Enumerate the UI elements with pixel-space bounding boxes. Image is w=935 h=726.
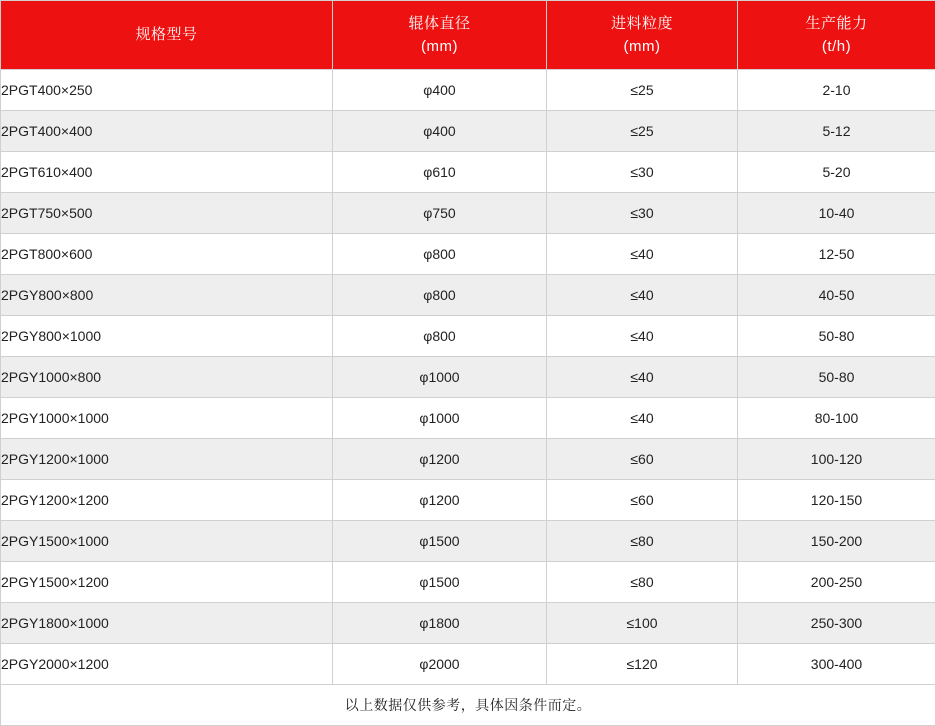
column-header-roller-diameter bbox=[333, 1, 547, 70]
cell-model: 2PGT400×250 bbox=[1, 70, 333, 111]
table-row bbox=[1, 193, 935, 234]
column-header-roller-diameter-line1: 辊体直径 bbox=[333, 12, 546, 35]
cell-model: 2PGY1500×1000 bbox=[1, 521, 333, 562]
cell-feed-size: ≤40 bbox=[547, 357, 738, 398]
cell-capacity: 100-120 bbox=[738, 439, 935, 480]
table-body bbox=[1, 70, 935, 685]
cell-feed-size: ≤40 bbox=[547, 398, 738, 439]
cell-diameter: φ400 bbox=[333, 111, 547, 152]
cell-diameter: φ800 bbox=[333, 275, 547, 316]
table-row bbox=[1, 521, 935, 562]
cell-model: 2PGT800×600 bbox=[1, 234, 333, 275]
cell-capacity: 5-20 bbox=[738, 152, 935, 193]
cell-model: 2PGT610×400 bbox=[1, 152, 333, 193]
cell-feed-size: ≤40 bbox=[547, 275, 738, 316]
cell-feed-size: ≤40 bbox=[547, 234, 738, 275]
column-header-feed-size bbox=[547, 1, 738, 70]
cell-diameter: φ1200 bbox=[333, 480, 547, 521]
table-row bbox=[1, 357, 935, 398]
cell-capacity: 80-100 bbox=[738, 398, 935, 439]
cell-model: 2PGY2000×1200 bbox=[1, 644, 333, 685]
table-footer bbox=[1, 685, 935, 726]
cell-capacity: 250-300 bbox=[738, 603, 935, 644]
cell-model: 2PGY1500×1200 bbox=[1, 562, 333, 603]
cell-model: 2PGY1200×1200 bbox=[1, 480, 333, 521]
cell-diameter: φ1000 bbox=[333, 398, 547, 439]
cell-capacity: 40-50 bbox=[738, 275, 935, 316]
cell-feed-size: ≤60 bbox=[547, 439, 738, 480]
column-header-capacity bbox=[738, 1, 935, 70]
table-row bbox=[1, 562, 935, 603]
table-row bbox=[1, 275, 935, 316]
cell-model: 2PGY1200×1000 bbox=[1, 439, 333, 480]
cell-feed-size: ≤80 bbox=[547, 562, 738, 603]
column-header-feed-size-line1: 进料粒度 bbox=[547, 12, 737, 35]
cell-model: 2PGY800×1000 bbox=[1, 316, 333, 357]
cell-diameter: φ800 bbox=[333, 234, 547, 275]
cell-feed-size: ≤25 bbox=[547, 70, 738, 111]
cell-model: 2PGY1800×1000 bbox=[1, 603, 333, 644]
cell-diameter: φ1000 bbox=[333, 357, 547, 398]
column-header-capacity-unit: (t/h) bbox=[738, 35, 935, 58]
column-header-model-line1: 规格型号 bbox=[1, 23, 332, 46]
table-row bbox=[1, 111, 935, 152]
column-header-capacity-line1: 生产能力 bbox=[738, 12, 935, 35]
cell-feed-size: ≤30 bbox=[547, 193, 738, 234]
cell-diameter: φ1200 bbox=[333, 439, 547, 480]
cell-diameter: φ400 bbox=[333, 70, 547, 111]
cell-diameter: φ800 bbox=[333, 316, 547, 357]
table-header bbox=[1, 1, 935, 70]
cell-diameter: φ1500 bbox=[333, 521, 547, 562]
cell-feed-size: ≤120 bbox=[547, 644, 738, 685]
cell-capacity: 10-40 bbox=[738, 193, 935, 234]
cell-feed-size: ≤80 bbox=[547, 521, 738, 562]
header-row bbox=[1, 1, 935, 70]
footnote-text: 以上数据仅供参考，具体因条件而定。 bbox=[1, 685, 935, 726]
table-row bbox=[1, 398, 935, 439]
cell-feed-size: ≤60 bbox=[547, 480, 738, 521]
cell-model: 2PGT750×500 bbox=[1, 193, 333, 234]
cell-capacity: 50-80 bbox=[738, 357, 935, 398]
cell-capacity: 200-250 bbox=[738, 562, 935, 603]
cell-diameter: φ2000 bbox=[333, 644, 547, 685]
column-header-feed-size-unit: (mm) bbox=[547, 35, 737, 58]
cell-feed-size: ≤30 bbox=[547, 152, 738, 193]
table-row bbox=[1, 644, 935, 685]
cell-capacity: 50-80 bbox=[738, 316, 935, 357]
cell-capacity: 12-50 bbox=[738, 234, 935, 275]
cell-capacity: 150-200 bbox=[738, 521, 935, 562]
cell-capacity: 2-10 bbox=[738, 70, 935, 111]
cell-model: 2PGY1000×800 bbox=[1, 357, 333, 398]
cell-diameter: φ1500 bbox=[333, 562, 547, 603]
footnote-row bbox=[1, 685, 935, 726]
table-row bbox=[1, 439, 935, 480]
cell-feed-size: ≤100 bbox=[547, 603, 738, 644]
column-header-roller-diameter-unit: (mm) bbox=[333, 35, 546, 58]
cell-diameter: φ1800 bbox=[333, 603, 547, 644]
cell-capacity: 5-12 bbox=[738, 111, 935, 152]
cell-capacity: 120-150 bbox=[738, 480, 935, 521]
cell-diameter: φ610 bbox=[333, 152, 547, 193]
cell-model: 2PGT400×400 bbox=[1, 111, 333, 152]
column-header-model bbox=[1, 1, 333, 70]
table-row bbox=[1, 234, 935, 275]
table-row bbox=[1, 70, 935, 111]
table-row bbox=[1, 152, 935, 193]
table-row bbox=[1, 316, 935, 357]
table-row bbox=[1, 480, 935, 521]
cell-feed-size: ≤40 bbox=[547, 316, 738, 357]
table-row bbox=[1, 603, 935, 644]
cell-model: 2PGY1000×1000 bbox=[1, 398, 333, 439]
cell-feed-size: ≤25 bbox=[547, 111, 738, 152]
cell-model: 2PGY800×800 bbox=[1, 275, 333, 316]
cell-capacity: 300-400 bbox=[738, 644, 935, 685]
cell-diameter: φ750 bbox=[333, 193, 547, 234]
